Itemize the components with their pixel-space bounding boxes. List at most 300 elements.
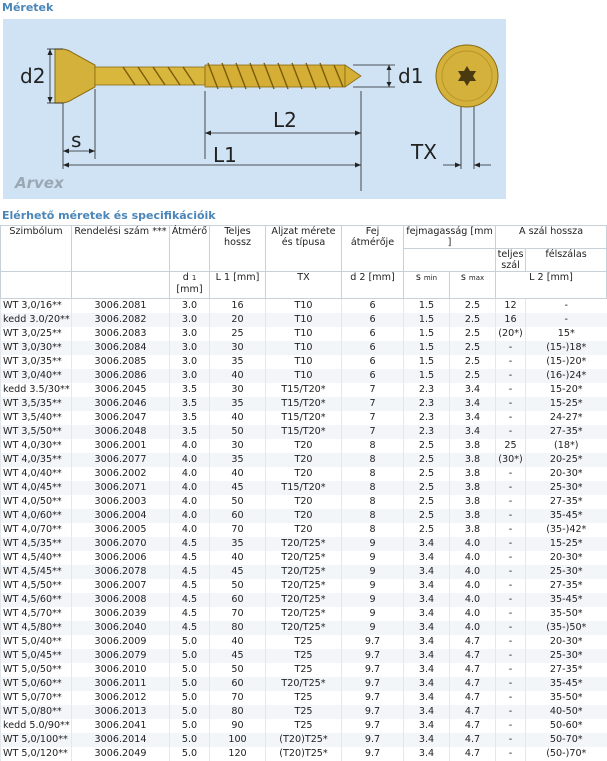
cell-diameter: 4.5: [170, 565, 210, 579]
cell-length: 45: [210, 649, 266, 663]
l1-label: L1: [213, 143, 237, 167]
cell-length: 35: [210, 453, 266, 467]
cell-recess: T15/T20*: [266, 411, 342, 425]
dimensions-heading: Méretek: [2, 1, 54, 14]
cell-s-min: 1.5: [404, 341, 450, 355]
cell-half-thread: 15*: [526, 327, 607, 341]
cell-length: 45: [210, 481, 266, 495]
cell-half-thread: 27-35*: [526, 579, 607, 593]
cell-half-thread: -: [526, 313, 607, 327]
table-row: [1, 369, 607, 383]
cell-s-min: 2.3: [404, 383, 450, 397]
cell-recess: T15/T20*: [266, 383, 342, 397]
cell-diameter: 4.5: [170, 579, 210, 593]
cell-s-min: 1.5: [404, 355, 450, 369]
cell-half-thread: 25-30*: [526, 481, 607, 495]
header-order-no: Rendelési szám ***: [72, 226, 170, 272]
header-full-thread: teljes szál: [496, 249, 526, 272]
cell-s-min: 3.4: [404, 719, 450, 733]
cell-s-max: 4.0: [450, 537, 496, 551]
cell-symbol: WT 3,5/40**: [1, 411, 72, 425]
cell-half-thread: (18*): [526, 439, 607, 453]
cell-diameter: 3.0: [170, 327, 210, 341]
cell-s-min: 1.5: [404, 313, 450, 327]
screw-tip: [345, 65, 361, 87]
cell-s-min: 3.4: [404, 551, 450, 565]
cell-order-no: 3006.2045: [72, 383, 170, 397]
cell-order-no: 3006.2039: [72, 607, 170, 621]
cell-full-thread: -: [496, 523, 526, 537]
cell-symbol: WT 4,0/50**: [1, 495, 72, 509]
cell-full-thread: -: [496, 411, 526, 425]
table-row: [1, 705, 607, 719]
cell-symbol: WT 3,0/16**: [1, 299, 72, 313]
cell-diameter: 3.5: [170, 383, 210, 397]
cell-diameter: 4.5: [170, 537, 210, 551]
cell-head-diameter: 7: [342, 411, 404, 425]
cell-order-no: 3006.2014: [72, 733, 170, 747]
cell-recess: T10: [266, 299, 342, 313]
cell-symbol: WT 4,5/40**: [1, 551, 72, 565]
cell-s-max: 3.8: [450, 439, 496, 453]
cell-order-no: 3006.2049: [72, 747, 170, 761]
cell-symbol: WT 5,0/60**: [1, 677, 72, 691]
header-diameter: Átmérő: [170, 226, 210, 272]
cell-head-diameter: 9: [342, 593, 404, 607]
cell-symbol: WT 4,5/70**: [1, 607, 72, 621]
cell-head-diameter: 8: [342, 481, 404, 495]
cell-half-thread: 20-30*: [526, 635, 607, 649]
cell-s-min: 3.4: [404, 565, 450, 579]
cell-diameter: 3.0: [170, 313, 210, 327]
cell-s-max: 2.5: [450, 369, 496, 383]
cell-full-thread: -: [496, 467, 526, 481]
table-row: [1, 565, 607, 579]
cell-full-thread: -: [496, 579, 526, 593]
cell-length: 30: [210, 383, 266, 397]
screw-thread-body: [205, 65, 345, 87]
cell-length: 60: [210, 509, 266, 523]
cell-head-diameter: 9: [342, 579, 404, 593]
header-thread-length: A szál hossza: [496, 226, 607, 249]
cell-full-thread: -: [496, 649, 526, 663]
cell-recess: T20: [266, 439, 342, 453]
cell-symbol: WT 3,5/50**: [1, 425, 72, 439]
cell-s-min: 3.4: [404, 677, 450, 691]
s-label: s: [71, 128, 82, 152]
cell-order-no: 3006.2040: [72, 621, 170, 635]
cell-full-thread: -: [496, 621, 526, 635]
cell-order-no: 3006.2011: [72, 677, 170, 691]
cell-length: 40: [210, 551, 266, 565]
specs-table: [0, 225, 607, 761]
cell-s-max: 4.7: [450, 719, 496, 733]
cell-length: 50: [210, 425, 266, 439]
cell-s-max: 4.0: [450, 607, 496, 621]
cell-recess: T20: [266, 523, 342, 537]
cell-half-thread: 20-25*: [526, 453, 607, 467]
cell-half-thread: 27-35*: [526, 495, 607, 509]
cell-order-no: 3006.2085: [72, 355, 170, 369]
cell-head-diameter: 8: [342, 439, 404, 453]
cell-order-no: 3006.2008: [72, 593, 170, 607]
cell-s-max: 4.7: [450, 635, 496, 649]
cell-head-diameter: 9.7: [342, 733, 404, 747]
cell-recess: T20: [266, 495, 342, 509]
cell-s-min: 3.4: [404, 747, 450, 761]
cell-s-min: 2.5: [404, 467, 450, 481]
cell-symbol: WT 4,5/35**: [1, 537, 72, 551]
cell-diameter: 3.0: [170, 299, 210, 313]
cell-head-diameter: 9: [342, 621, 404, 635]
cell-length: 70: [210, 607, 266, 621]
header-half-thread: félszálas: [526, 249, 607, 272]
unit-recess: TX: [266, 272, 342, 299]
cell-half-thread: 25-30*: [526, 649, 607, 663]
table-row: [1, 313, 607, 327]
table-row: [1, 593, 607, 607]
cell-head-diameter: 9.7: [342, 705, 404, 719]
cell-head-diameter: 9.7: [342, 719, 404, 733]
unit-smin: s min: [404, 272, 450, 299]
cell-order-no: 3006.2083: [72, 327, 170, 341]
table-row: [1, 411, 607, 425]
unit-thread: L 2 [mm]: [496, 272, 607, 299]
cell-s-max: 3.4: [450, 383, 496, 397]
cell-length: 40: [210, 411, 266, 425]
cell-full-thread: -: [496, 369, 526, 383]
cell-recess: T10: [266, 327, 342, 341]
cell-length: 100: [210, 733, 266, 747]
cell-diameter: 4.0: [170, 481, 210, 495]
cell-s-max: 3.8: [450, 495, 496, 509]
cell-s-max: 3.4: [450, 411, 496, 425]
cell-recess: T20/T25*: [266, 593, 342, 607]
cell-recess: T25: [266, 663, 342, 677]
cell-diameter: 4.0: [170, 509, 210, 523]
cell-diameter: 3.5: [170, 411, 210, 425]
cell-recess: T25: [266, 719, 342, 733]
cell-length: 70: [210, 691, 266, 705]
cell-half-thread: (35-)50*: [526, 621, 607, 635]
table-row: [1, 439, 607, 453]
specs-heading: Elérhető méretek és specifikációik: [2, 209, 216, 222]
cell-length: 90: [210, 719, 266, 733]
cell-s-max: 4.0: [450, 565, 496, 579]
cell-diameter: 5.0: [170, 747, 210, 761]
cell-diameter: 4.0: [170, 523, 210, 537]
l2-label: L2: [273, 108, 297, 132]
cell-s-min: 3.4: [404, 691, 450, 705]
table-row: [1, 551, 607, 565]
table-row: [1, 621, 607, 635]
cell-symbol: WT 5,0/40**: [1, 635, 72, 649]
cell-recess: T20: [266, 467, 342, 481]
cell-s-max: 2.5: [450, 299, 496, 313]
cell-length: 80: [210, 705, 266, 719]
cell-s-min: 2.5: [404, 523, 450, 537]
cell-diameter: 5.0: [170, 705, 210, 719]
cell-symbol: WT 5,0/80**: [1, 705, 72, 719]
cell-s-min: 3.4: [404, 705, 450, 719]
cell-s-min: 1.5: [404, 369, 450, 383]
cell-full-thread: -: [496, 677, 526, 691]
table-row: [1, 747, 607, 761]
cell-length: 50: [210, 663, 266, 677]
cell-s-max: 2.5: [450, 355, 496, 369]
d2-label: d2: [20, 64, 46, 88]
header-recess: Aljzat mérete és típusa: [266, 226, 342, 272]
cell-recess: (T20)T25*: [266, 733, 342, 747]
cell-order-no: 3006.2079: [72, 649, 170, 663]
cell-half-thread: 15-20*: [526, 383, 607, 397]
cell-s-max: 3.8: [450, 481, 496, 495]
cell-length: 25: [210, 327, 266, 341]
table-row: [1, 481, 607, 495]
unit-diameter: d 1 [mm]: [170, 272, 210, 299]
cell-diameter: 3.0: [170, 341, 210, 355]
cell-length: 45: [210, 565, 266, 579]
table-row: [1, 719, 607, 733]
cell-head-diameter: 6: [342, 341, 404, 355]
table-row: [1, 355, 607, 369]
cell-length: 16: [210, 299, 266, 313]
cell-symbol: WT 4,0/70**: [1, 523, 72, 537]
cell-full-thread: (20*): [496, 327, 526, 341]
cell-diameter: 4.5: [170, 551, 210, 565]
cell-order-no: 3006.2047: [72, 411, 170, 425]
table-row: [1, 383, 607, 397]
cell-length: 60: [210, 677, 266, 691]
cell-full-thread: -: [496, 719, 526, 733]
cell-full-thread: -: [496, 481, 526, 495]
cell-half-thread: 27-35*: [526, 425, 607, 439]
cell-head-diameter: 9.7: [342, 663, 404, 677]
cell-order-no: 3006.2003: [72, 495, 170, 509]
cell-head-diameter: 9: [342, 607, 404, 621]
cell-full-thread: 25: [496, 439, 526, 453]
cell-head-diameter: 9.7: [342, 691, 404, 705]
cell-full-thread: -: [496, 607, 526, 621]
cell-length: 40: [210, 635, 266, 649]
cell-diameter: 4.5: [170, 607, 210, 621]
table-row: [1, 453, 607, 467]
cell-full-thread: -: [496, 663, 526, 677]
cell-full-thread: -: [496, 747, 526, 761]
specs-table-body: [1, 299, 607, 761]
cell-diameter: 4.5: [170, 593, 210, 607]
cell-head-diameter: 9.7: [342, 635, 404, 649]
cell-s-max: 4.7: [450, 747, 496, 761]
cell-symbol: WT 3,0/40**: [1, 369, 72, 383]
cell-symbol: WT 4,5/45**: [1, 565, 72, 579]
d1-label: d1: [398, 64, 424, 88]
cell-recess: T20/T25*: [266, 677, 342, 691]
cell-head-diameter: 7: [342, 397, 404, 411]
cell-recess: T20: [266, 453, 342, 467]
cell-s-max: 4.0: [450, 593, 496, 607]
cell-diameter: 4.0: [170, 495, 210, 509]
cell-length: 40: [210, 369, 266, 383]
cell-diameter: 3.0: [170, 355, 210, 369]
cell-length: 30: [210, 341, 266, 355]
table-row: [1, 537, 607, 551]
cell-full-thread: -: [496, 383, 526, 397]
cell-symbol: kedd 3.5/30**: [1, 383, 72, 397]
cell-s-max: 4.7: [450, 649, 496, 663]
cell-order-no: 3006.2002: [72, 467, 170, 481]
cell-recess: T10: [266, 313, 342, 327]
cell-order-no: 3006.2004: [72, 509, 170, 523]
cell-half-thread: 15-25*: [526, 537, 607, 551]
cell-head-diameter: 6: [342, 327, 404, 341]
unit-length: L 1 [mm]: [210, 272, 266, 299]
unit-symbol: [1, 272, 72, 299]
cell-recess: T10: [266, 355, 342, 369]
cell-full-thread: -: [496, 565, 526, 579]
cell-recess: T15/T20*: [266, 397, 342, 411]
cell-full-thread: 12: [496, 299, 526, 313]
cell-full-thread: -: [496, 635, 526, 649]
cell-order-no: 3006.2077: [72, 453, 170, 467]
cell-diameter: 4.0: [170, 467, 210, 481]
cell-s-max: 3.4: [450, 397, 496, 411]
cell-half-thread: 40-50*: [526, 705, 607, 719]
cell-half-thread: 50-70*: [526, 733, 607, 747]
cell-full-thread: -: [496, 425, 526, 439]
cell-full-thread: -: [496, 551, 526, 565]
cell-symbol: WT 4,5/80**: [1, 621, 72, 635]
cell-s-max: 3.8: [450, 467, 496, 481]
cell-order-no: 3006.2006: [72, 551, 170, 565]
cell-symbol: WT 5,0/50**: [1, 663, 72, 677]
cell-s-min: 3.4: [404, 649, 450, 663]
cell-s-max: 4.7: [450, 663, 496, 677]
cell-s-min: 2.5: [404, 481, 450, 495]
cell-symbol: WT 4,0/45**: [1, 481, 72, 495]
cell-s-max: 2.5: [450, 313, 496, 327]
cell-length: 30: [210, 439, 266, 453]
cell-head-diameter: 9: [342, 565, 404, 579]
cell-head-diameter: 9: [342, 551, 404, 565]
cell-head-diameter: 8: [342, 453, 404, 467]
header-symbol: Szimbólum: [1, 226, 72, 272]
cell-symbol: WT 5,0/70**: [1, 691, 72, 705]
cell-recess: T20: [266, 509, 342, 523]
cell-head-diameter: 9.7: [342, 649, 404, 663]
cell-length: 35: [210, 397, 266, 411]
table-row: [1, 733, 607, 747]
table-row: [1, 397, 607, 411]
cell-full-thread: -: [496, 537, 526, 551]
cell-order-no: 3006.2001: [72, 439, 170, 453]
cell-s-max: 2.5: [450, 341, 496, 355]
cell-half-thread: (15-)20*: [526, 355, 607, 369]
unit-smax: s max: [450, 272, 496, 299]
cell-recess: T20/T25*: [266, 579, 342, 593]
cell-s-min: 3.4: [404, 537, 450, 551]
cell-diameter: 5.0: [170, 719, 210, 733]
cell-recess: T15/T20*: [266, 481, 342, 495]
cell-symbol: WT 4,0/35**: [1, 453, 72, 467]
cell-s-max: 3.4: [450, 425, 496, 439]
cell-s-min: 2.3: [404, 397, 450, 411]
cell-half-thread: 35-50*: [526, 607, 607, 621]
cell-order-no: 3006.2071: [72, 481, 170, 495]
arvex-logo: Arvex: [15, 174, 64, 192]
cell-s-min: 3.4: [404, 635, 450, 649]
cell-half-thread: 35-45*: [526, 593, 607, 607]
cell-s-min: 2.5: [404, 509, 450, 523]
cell-s-max: 4.0: [450, 551, 496, 565]
table-row: [1, 663, 607, 677]
table-row: [1, 299, 607, 313]
cell-s-min: 3.4: [404, 579, 450, 593]
cell-head-diameter: 9.7: [342, 677, 404, 691]
cell-s-min: 1.5: [404, 327, 450, 341]
screw-drawing: [3, 19, 506, 199]
cell-recess: T10: [266, 369, 342, 383]
cell-length: 35: [210, 355, 266, 369]
table-row: [1, 635, 607, 649]
table-row: [1, 607, 607, 621]
cell-symbol: WT 4,5/60**: [1, 593, 72, 607]
screw-diagram: [3, 19, 506, 199]
cell-s-max: 3.8: [450, 523, 496, 537]
cell-order-no: 3006.2012: [72, 691, 170, 705]
cell-half-thread: 35-45*: [526, 509, 607, 523]
cell-s-min: 2.3: [404, 411, 450, 425]
table-row: [1, 649, 607, 663]
cell-length: 80: [210, 621, 266, 635]
screw-head: [55, 49, 95, 103]
cell-order-no: 3006.2010: [72, 663, 170, 677]
cell-recess: (T20)T25*: [266, 747, 342, 761]
cell-symbol: WT 3,0/35**: [1, 355, 72, 369]
cell-s-min: 3.4: [404, 733, 450, 747]
table-row: [1, 523, 607, 537]
cell-recess: T10: [266, 341, 342, 355]
cell-symbol: WT 3,5/35**: [1, 397, 72, 411]
cell-length: 35: [210, 537, 266, 551]
cell-half-thread: (16-)24*: [526, 369, 607, 383]
cell-head-diameter: 8: [342, 495, 404, 509]
cell-head-diameter: 6: [342, 299, 404, 313]
cell-diameter: 5.0: [170, 649, 210, 663]
header-total-length: Teljes hossz: [210, 226, 266, 272]
cell-recess: T20/T25*: [266, 565, 342, 579]
cell-recess: T25: [266, 691, 342, 705]
table-row: [1, 691, 607, 705]
cell-full-thread: -: [496, 355, 526, 369]
cell-full-thread: -: [496, 341, 526, 355]
table-row: [1, 467, 607, 481]
cell-head-diameter: 7: [342, 425, 404, 439]
cell-half-thread: 20-30*: [526, 551, 607, 565]
table-row: [1, 425, 607, 439]
cell-order-no: 3006.2013: [72, 705, 170, 719]
cell-half-thread: 27-35*: [526, 663, 607, 677]
cell-s-min: 2.5: [404, 439, 450, 453]
cell-diameter: 5.0: [170, 635, 210, 649]
cell-recess: T15/T20*: [266, 425, 342, 439]
cell-s-min: 3.4: [404, 593, 450, 607]
cell-diameter: 4.0: [170, 439, 210, 453]
cell-s-max: 3.8: [450, 453, 496, 467]
cell-half-thread: (35-)42*: [526, 523, 607, 537]
cell-length: 50: [210, 579, 266, 593]
cell-s-max: 4.7: [450, 705, 496, 719]
